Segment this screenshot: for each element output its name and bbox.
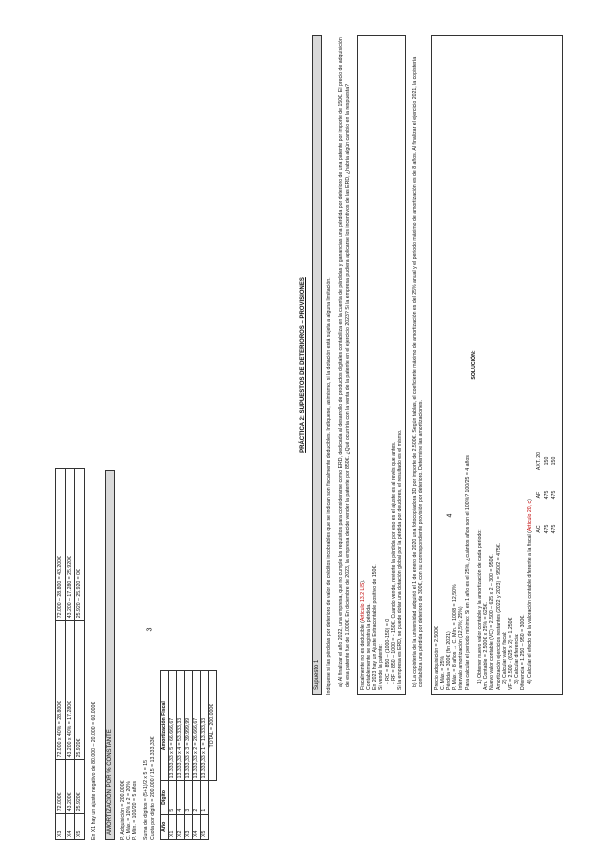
empty-cell: [208, 814, 216, 839]
table-cell: 72.000 – 28.800 = 43.200€: [56, 469, 66, 621]
article-ref: Artículo 20, c: [526, 500, 533, 532]
answer-line: Precio adquisición = 2.500€: [433, 626, 440, 690]
param-line: P. Adquisición = 200.000€: [119, 780, 126, 840]
page-heading: PRÁCTICA 2: SUPUESTOS DE DETERIOROS – PROVISIONES: [300, 277, 306, 453]
step-line: 2) Calcular valor fiscal:: [501, 631, 508, 684]
table-cell: 2: [192, 781, 200, 814]
table-cell: 25.920€: [75, 760, 85, 814]
table-cell: 475: [543, 490, 550, 500]
digit-table: [160, 670, 217, 840]
step-line: Nuevo valor contable (VC) = 2.500 – 625 x 2 – 300 = 950€.: [489, 554, 496, 690]
param-line: P. Mín. = 100/20 = 5 años: [132, 780, 139, 840]
step-line: [527, 40, 533, 690]
empty-cell: [208, 781, 216, 814]
table-cell: X4: [192, 814, 200, 839]
table-row: [168, 671, 176, 840]
answer-line: Pérdida = 300€ (fin 2021): [446, 631, 453, 690]
sum-line: Suma de dígitos = (5+1)/2 x 5 = 15: [143, 759, 150, 840]
answer-line: Si la empresa es ERD, se puede dotar una dotación global por la pérdida por deudores, el resultado es el mismo.: [397, 429, 404, 690]
answer-line: C. Máx. = 25%: [439, 655, 446, 690]
note-x1: En X1 hay un ajuste negativo de 80.000 – 20.000 = 60.000€: [90, 701, 97, 840]
table-cell: 13.333,33 x 5 = 66.666,67: [168, 671, 176, 781]
effect-header: AC: [536, 525, 543, 533]
step-line: Amortización ejercicios restantes (2022 y 2023) = 950/2 = 475€.: [495, 542, 502, 690]
table-row: [550, 444, 557, 570]
params-block: [120, 455, 139, 840]
right-page: [300, 35, 555, 695]
answer-line: - RF = 850 – 1000 = - 150€. Cuando vende, revierte la pérdida por eso es el ajuste es al revés que antes.: [390, 441, 397, 684]
table-cell: X3: [56, 814, 66, 840]
table-cell: 5: [168, 781, 176, 814]
table-cell: 43.200 x 40% = 17.280€: [65, 621, 75, 760]
table-cell: 25.920 – 25.920 = 0€: [75, 469, 85, 621]
table-cell: 25.920€: [75, 621, 85, 760]
table-cell: 475: [550, 524, 557, 534]
step-text: 4) Calcular el efecto de la valoración contable diferente a la fiscal (: [526, 531, 533, 684]
table-row: [192, 671, 200, 840]
table-cell: 72.000€: [56, 760, 66, 814]
answer-box-b: [431, 35, 563, 695]
item-b-text: b) La copistería de la universidad adquirió el 1 de enero de 2020 una fotocopiadora 3D por importe de 2.500€. Según tablas, el coeficiente máximo de amortización es del 25% anual y el periodo máximo de amortización es de 8 años. Al finalizar el ejercicio 2021, la copistería contabiliza una pérdida por deterioro de 300€, con su correspondiente provisión por deterioro. Determine las amortizaciones.: [412, 56, 425, 687]
left-page: [55, 455, 255, 840]
table-cell: 43.200€: [65, 760, 75, 814]
table-cell: 150: [550, 456, 557, 466]
answer-box-a: [357, 35, 406, 695]
step-text: ): [526, 499, 533, 501]
solution-label: SOLUCIÓN:: [470, 350, 477, 380]
answer-line: P. Máx. = 8 años → C. Mín. = 100/8 = 12,50%: [452, 584, 459, 690]
effect-table: [536, 444, 558, 570]
answer-line: Para calcular el periodo mínimo: Si en 1 año es el 25%, ¿cuántos años son el 100%? 100/25 = 4 años: [464, 455, 471, 690]
effect-header: AXT. 20: [536, 451, 543, 471]
section-title: AMORTIZACIÓN POR % CONSTANTE: [105, 470, 115, 840]
article-ref: Artículo 13.2 LIS: [359, 582, 366, 622]
step-line: 3) Calcular diferencia:: [514, 633, 521, 684]
table-cell: 13.333,33 x 3 = 39.999,99: [184, 671, 192, 781]
table-cell: 72.000 x 40% = 28.800€: [56, 621, 66, 760]
table-cell: X5: [75, 814, 85, 840]
answer-line: - RC = 850 – (1000-150) = 0: [384, 618, 391, 684]
table-cell: X2: [176, 814, 184, 839]
table-cell: 150: [543, 456, 550, 466]
step-line: VF = 2.500 - (625 x 2) = 1.250€: [508, 617, 515, 690]
answer-line-text: Fiscalmente no es deducible (: [359, 621, 366, 690]
table-cell: 13.333,33 x 4 = 53.333,33: [176, 671, 184, 781]
answer-line-text: ).: [359, 579, 366, 583]
table-cell: X4: [65, 814, 75, 840]
table-cell: 475: [550, 490, 557, 500]
answer-line: En 2023 hay un Ajuste Extracontable positivo de 150€.: [372, 564, 379, 690]
declining-balance-table: [55, 468, 85, 840]
effect-header: [536, 546, 543, 570]
item-a-text: a) Al finalizar el año 2022, una empresa, que no cumple los requisitos para considerarse como ERD, dedicada al desarrollo de productos digitales contabiliza en la cuenta de pérdidas y ganancias una pérdida por deterioro de una patente por importe de 150€. El precio de adquisición de esa patente fue de 1.000€. En diciembre de 2023, la empresa decide vender la patente por 850€. ¿Qué ocurriría con la venta de la patente en el ejercicio 2023? Si la empresa pudiera aplicarse los incentivos de las ERD, ¿habría algún cambio en la respuesta?: [338, 37, 351, 687]
table-cell: X5: [200, 814, 208, 839]
intro-text: Indíquese si las pérdidas por deterioro de valor de créditos incobrables que se indican son fiscalmente deducibles. Indíquese, asimismo, si la dotación está sujeta a alguna limitación.: [326, 277, 333, 695]
effect-header: AF: [536, 491, 543, 499]
table-cell: X1: [168, 814, 176, 839]
step-line: Diferencia = 1.250 – 950 = 300€.: [520, 614, 527, 690]
table-cell: 43.200 – 17.280 = 25.920€: [65, 469, 75, 621]
table-cell: 475: [543, 524, 550, 534]
table-cell: 13.333,33 x 1 = 13.333,33: [200, 671, 208, 781]
table-row: [56, 469, 66, 840]
digit-table-header: Dígito: [160, 781, 168, 814]
table-cell: 13.333,33 x 2 = 26.666,67: [192, 671, 200, 781]
table-cell: 4: [176, 781, 184, 814]
table-cell: [550, 546, 557, 570]
table-row: [543, 444, 550, 570]
page-number-left: 3: [146, 627, 154, 632]
sum-block: [143, 455, 155, 840]
table-cell: 3: [184, 781, 192, 814]
digit-table-header: Amortización Fiscal: [160, 671, 168, 781]
step-line: Am. Contable = 2.500€ x 25% = 625€.: [483, 602, 490, 690]
sum-line: Cuota por dígito = 200.000 / 15 = 13.333,33€: [149, 736, 156, 840]
step-line: 1) Obtener nuevo valor contable y la amortización de cada periodo:: [477, 529, 484, 684]
table-cell: 1: [200, 781, 208, 814]
table-row: [184, 671, 192, 840]
table-cell: [543, 546, 550, 570]
table-row: [176, 671, 184, 840]
supuesto-title: Supuesto 1: [312, 35, 322, 695]
table-row: [75, 469, 85, 840]
answer-line: Contablemente se registra la pérdida.: [366, 603, 373, 690]
table-cell: X3: [184, 814, 192, 839]
param-line: C. Máx. = 10% x 2 = 20%: [125, 781, 132, 840]
answer-line: Si vende la patente:: [378, 644, 385, 690]
table-row: [65, 469, 75, 840]
page-number-right: 4: [446, 513, 454, 518]
table-row: [200, 671, 208, 840]
digit-table-total: TOTAL = 200.000€: [208, 671, 216, 781]
digit-table-header: Año: [160, 814, 168, 839]
answer-line: Intervalo amortización (12,5%; 25%): [458, 606, 465, 690]
